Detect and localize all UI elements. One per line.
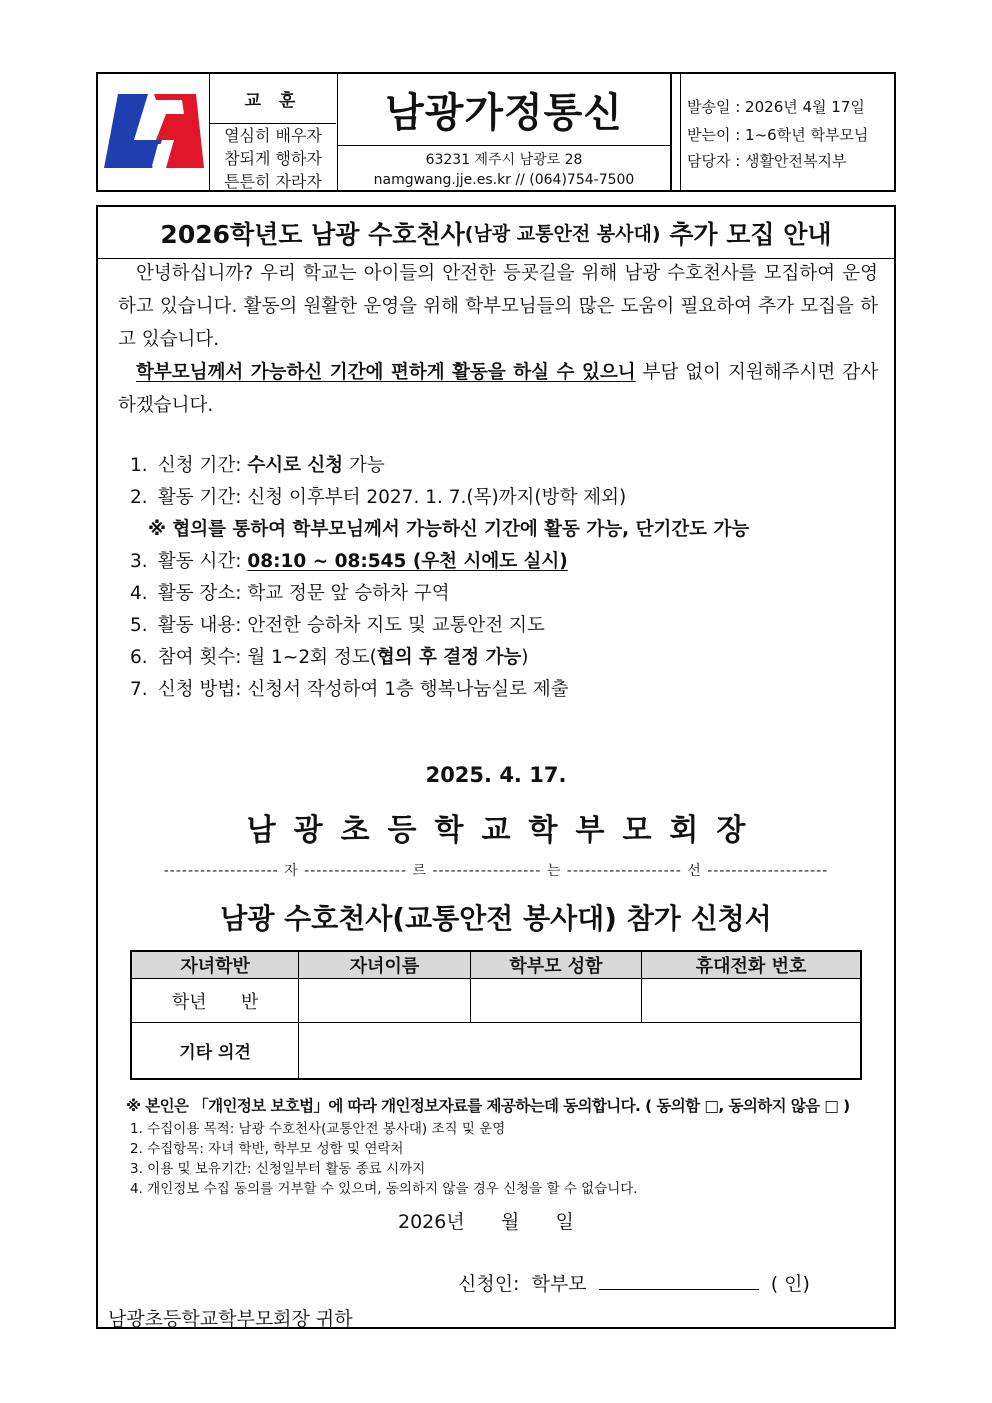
list-item: 5. 활동 내용: 안전한 승하차 지도 및 교통안전 지도 [130, 615, 545, 636]
list-item: 1. 신청 기간: 수시로 신청 가능 [130, 455, 385, 476]
school-address: 63231 제주시 남광로 28 [425, 152, 583, 168]
list-item: 4. 활동 장소: 학교 정문 앞 승하차 구역 [130, 583, 450, 604]
parent-name-field[interactable] [470, 979, 641, 1023]
signature-field[interactable] [599, 1272, 759, 1290]
form-title: 남광 수호천사(교통안전 봉사대) 참가 신청서 [220, 902, 772, 935]
etc-field[interactable] [299, 1023, 861, 1079]
apply-date: 2026년 월 일 [398, 1211, 574, 1233]
etc-label: 기타 의견 [131, 1023, 299, 1079]
list-item: 6. 참여 횟수: 월 1~2회 정도(협의 후 결정 가능) [130, 647, 529, 668]
cut-line: ------------------- 자 ----------------- 르 ------------------ 는 ------------------- 선 -------------------- [163, 863, 829, 879]
manager: 담당자 : 생활안전복지부 [687, 152, 847, 170]
header-phone: 휴대전화 번호 [642, 951, 861, 979]
newsletter-title-cell [338, 74, 672, 190]
notice-title-end: 추가 모집 안내 [660, 219, 832, 249]
send-info [680, 74, 896, 190]
motto-line: 열심히 배우자 [224, 126, 322, 145]
school-motto [210, 74, 338, 190]
application-table [130, 950, 862, 1080]
newsletter-header [96, 72, 896, 192]
intro-rest: 부담 없이 지원해주시면 감사하겠습니다. [118, 362, 878, 416]
info-list [130, 450, 890, 706]
school-logo-cell [98, 74, 210, 190]
applicant-line [458, 1269, 810, 1296]
consent-statement: ※ 본인은 「개인정보 보호법」에 따라 개인정보자료를 제공하는데 동의합니다. ( 동의함 □, 동의하지 않음 □ ) [126, 1097, 850, 1115]
note-text: ※ 협의를 통하여 학부모님께서 가능하신 기간에 활동 가능, 단기간도 가능 [148, 519, 750, 540]
list-item: 7. 신청 방법: 신청서 작성하여 1층 행복나눔실로 제출 [130, 679, 569, 700]
list-item: 2. 활동 기간: 신청 이후부터 2027. 1. 7.(목)까지(방학 제외) [130, 487, 627, 508]
phone-field[interactable] [642, 979, 861, 1023]
intro-paragraph: 안녕하십니까? 우리 학교는 아이들의 안전한 등굣길을 위해 남광 수호천사를 모집하여 운영하고 있습니다. 활동의 원활한 운영을 위해 학부모님들의 많은 도움이 필요하여 추가 모집을 하고 있습니다. [118, 263, 878, 350]
newsletter-title: 남광가정통신 [338, 74, 670, 146]
header-parent-name: 학부모 성함 [470, 951, 641, 979]
consent-item: 3. 이용 및 보유기간: 신청일부터 활동 종료 시까지 [130, 1161, 426, 1177]
motto-line: 참되게 행하자 [224, 149, 322, 168]
intro-paragraph-2 [118, 356, 878, 422]
motto-title: 교 훈 [210, 74, 336, 124]
header-child-name: 자녀이름 [299, 951, 470, 979]
applicant-label: 신청인: 학부모 [458, 1273, 587, 1295]
class-field[interactable]: 학년 반 [131, 979, 299, 1023]
child-name-field[interactable] [299, 979, 470, 1023]
consent-item: 2. 수집항목: 자녀 학반, 학부모 성함 및 연락처 [130, 1141, 404, 1157]
notice-title-main: 2026학년도 남광 수호천사 [160, 219, 465, 249]
consent-details [130, 1119, 870, 1199]
school-contact: namgwang.jje.es.kr // (064)754-7500 [373, 172, 635, 188]
notice-title [98, 207, 894, 259]
header-class: 자녀학반 [131, 951, 299, 979]
recipient: 남광초등학교학부모회장 귀하 [108, 1308, 353, 1330]
intro-text [118, 257, 878, 422]
intro-emphasis: 학부모님께서 가능하신 기간에 편하게 활동을 하실 수 있으니 [136, 362, 636, 383]
consent-item: 1. 수집이용 목적: 남광 수호천사(교통안전 봉사대) 조직 및 운영 [130, 1121, 506, 1137]
notice-body [96, 205, 896, 1329]
notice-title-sub: (남광 교통안전 봉사대) [464, 223, 661, 245]
list-item: 3. 활동 시간: 08:10 ~ 08:545 (우천 시에도 실시) [130, 551, 568, 572]
organization-name: 남광초등학교학부모회장 [246, 813, 764, 848]
seal-mark: ( 인) [770, 1273, 810, 1295]
send-date: 발송일 : 2026년 4월 17일 [687, 98, 865, 116]
school-logo-icon [104, 92, 204, 170]
motto-line: 튼튼히 자라자 [224, 172, 322, 191]
recipients: 받는이 : 1~6학년 학부모님 [687, 126, 869, 144]
notice-date: 2025. 4. 17. [425, 763, 567, 787]
consent-item: 4. 개인정보 수집 동의를 거부할 수 있으며, 동의하지 않을 경우 신청을 할 수 없습니다. [130, 1181, 638, 1197]
